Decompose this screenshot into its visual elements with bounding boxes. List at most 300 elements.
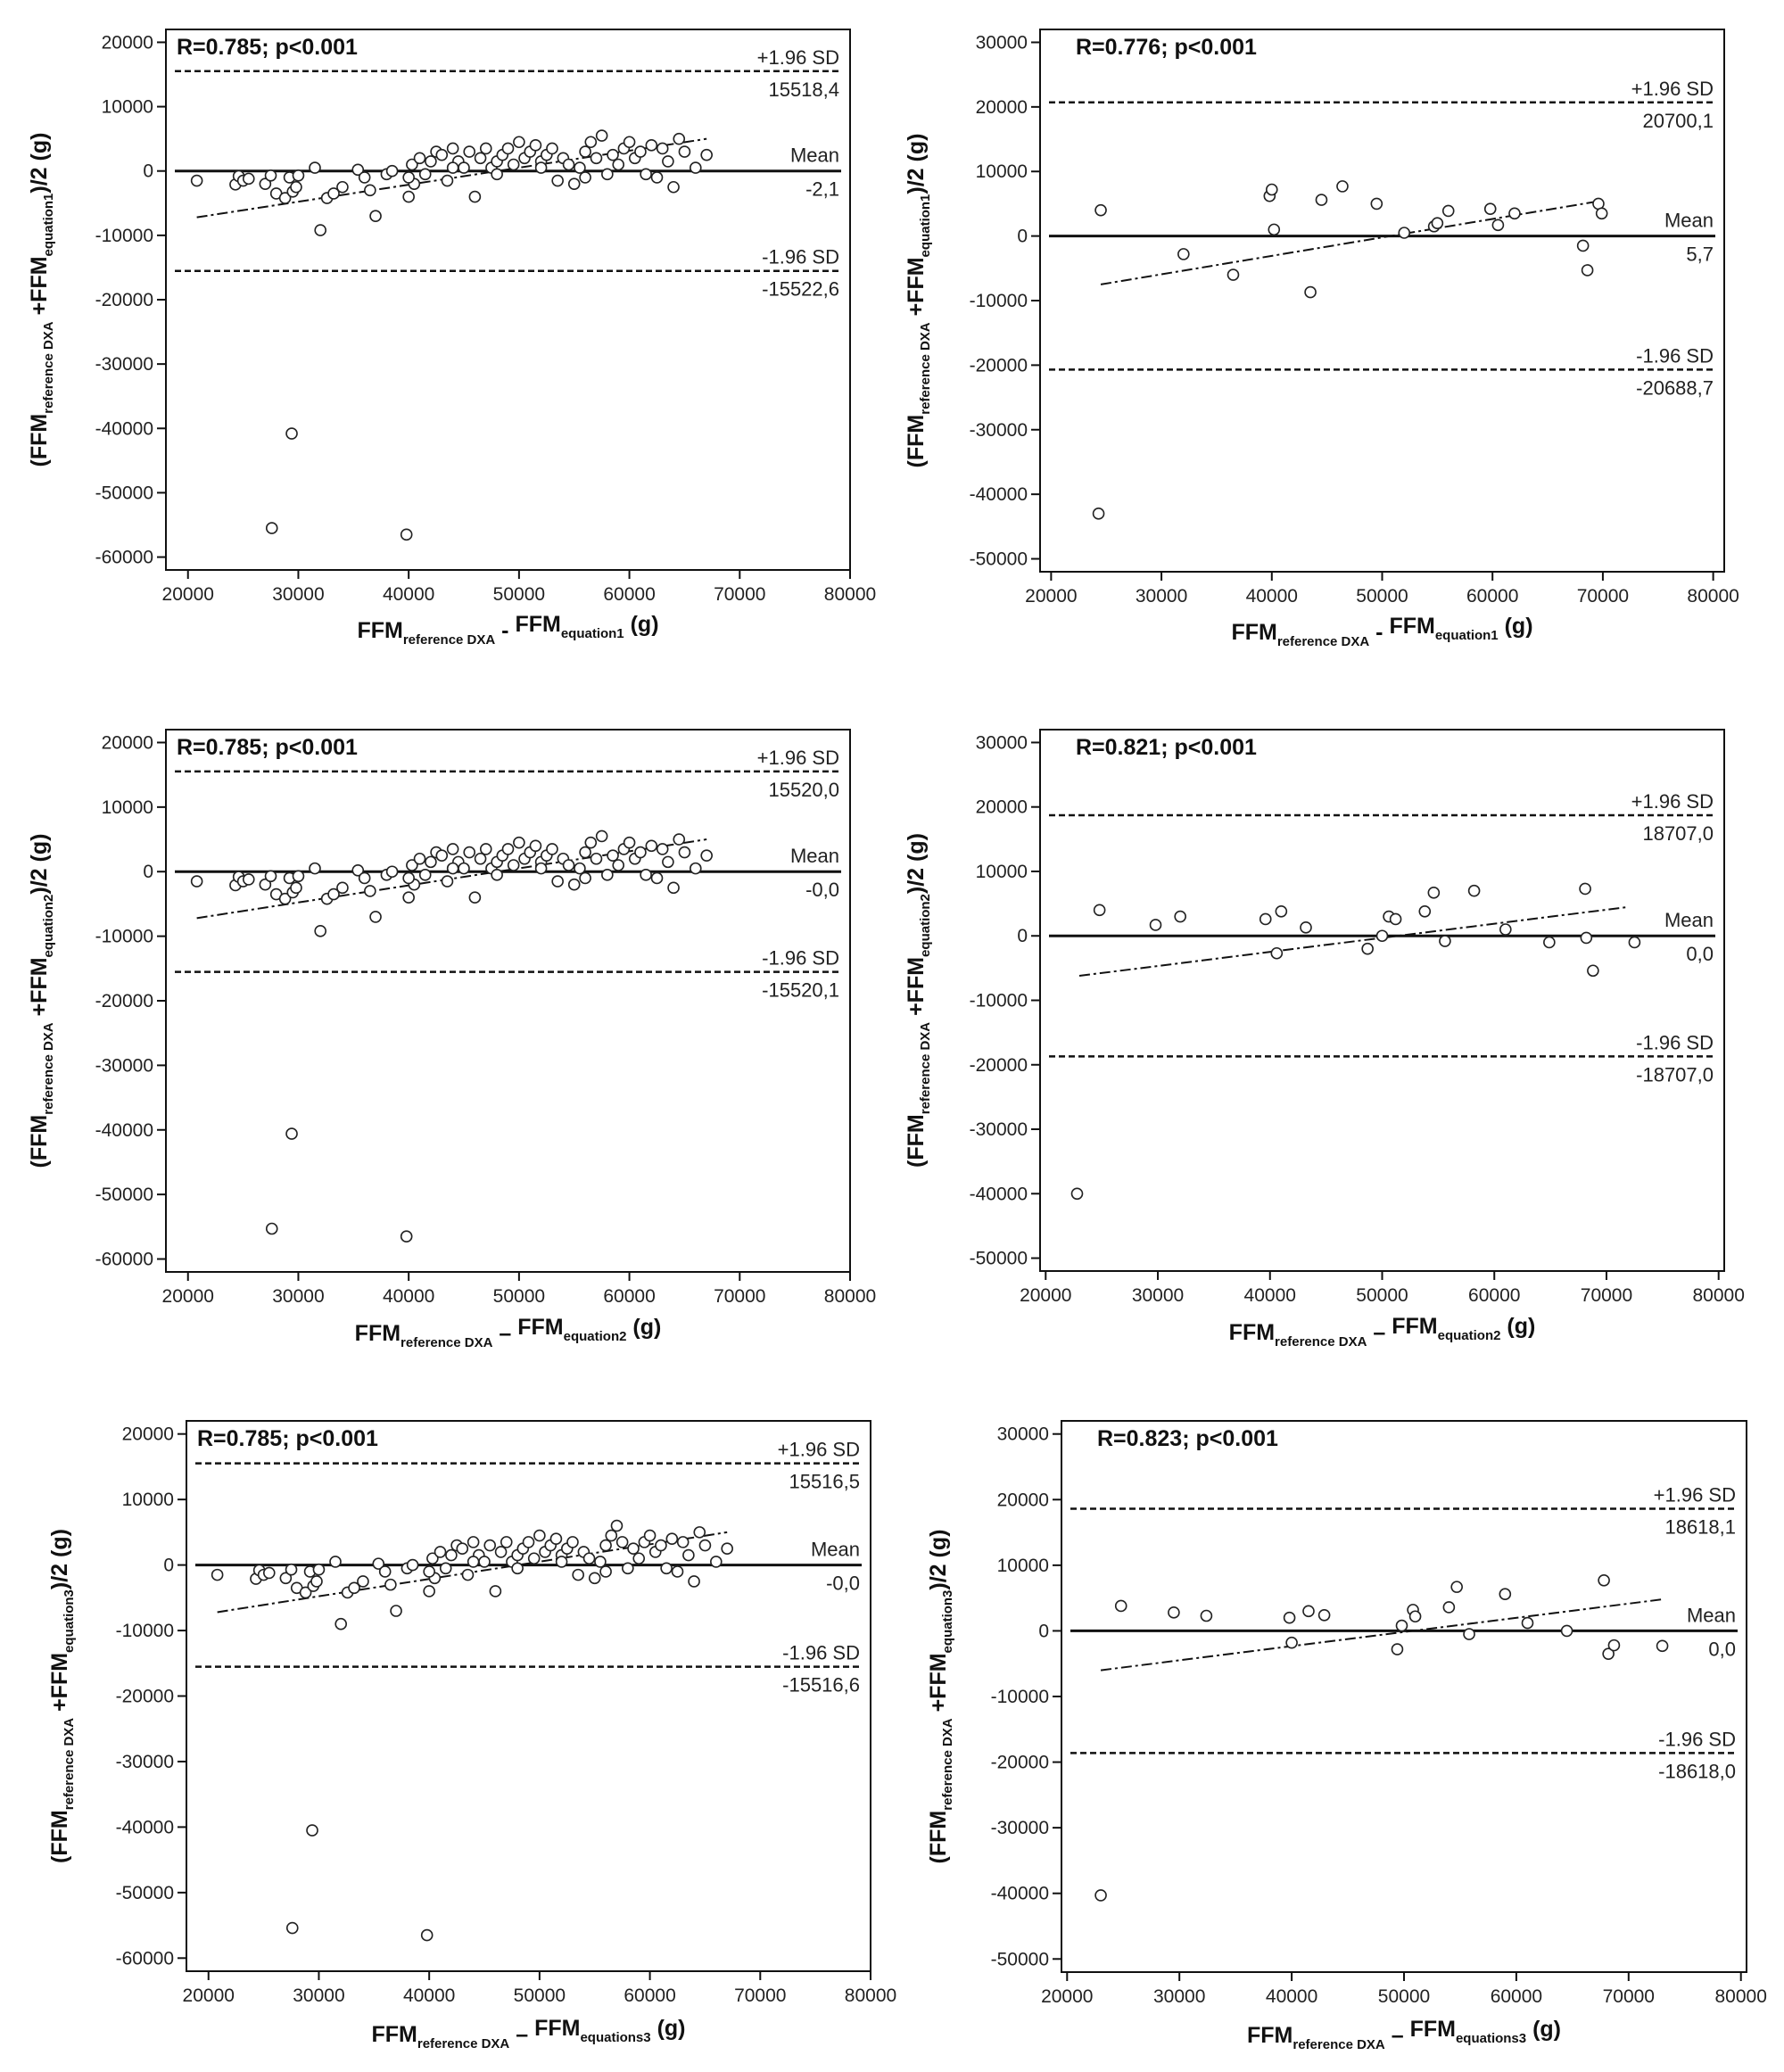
data-point — [711, 1556, 722, 1567]
x-tick-label: 60000 — [603, 1286, 656, 1307]
y-axis-label-part: reference DXA — [918, 1021, 933, 1115]
x-axis-label-part: reference DXA — [1293, 2037, 1385, 2052]
y-tick-label: -40000 — [95, 418, 153, 440]
plot-frame — [1040, 730, 1724, 1271]
y-tick-label: -30000 — [969, 1119, 1028, 1141]
y-tick-label: 20000 — [101, 32, 153, 54]
x-tick-label: 50000 — [1356, 1285, 1408, 1306]
x-axis-label-part: FFM — [1389, 614, 1435, 639]
data-point — [1377, 930, 1388, 941]
data-point — [690, 863, 701, 874]
data-point — [1169, 1607, 1179, 1618]
y-tick-label: -40000 — [969, 484, 1028, 506]
y-axis-label — [926, 1530, 955, 1864]
data-point — [646, 140, 657, 151]
data-point — [266, 871, 277, 881]
y-tick-label: -10000 — [990, 1687, 1049, 1707]
data-point — [1319, 1610, 1330, 1621]
data-point — [425, 156, 436, 167]
correlation-label: R=0.776; p<0.001 — [1076, 35, 1257, 60]
x-tick-label: 50000 — [1377, 1986, 1431, 2007]
data-point — [1201, 1611, 1211, 1622]
mean-value: 0,0 — [1686, 943, 1714, 966]
y-tick-label: 20000 — [975, 797, 1028, 818]
x-tick-label: 40000 — [1265, 1986, 1318, 2007]
y-axis-label-part: reference DXA — [62, 1717, 77, 1811]
lower-limit-value: -15516,6 — [782, 1673, 860, 1696]
y-axis-label-part: )/2 (g) — [27, 833, 52, 895]
data-point — [441, 1563, 451, 1573]
x-axis-label-part: reference DXA — [417, 2036, 510, 2051]
data-point — [420, 870, 431, 880]
data-point — [291, 882, 301, 893]
data-point — [192, 176, 202, 186]
y-axis-label — [904, 134, 933, 468]
x-tick-label: 70000 — [714, 584, 766, 605]
plot-frame — [1040, 29, 1724, 572]
y-axis-label-part: reference DXA — [41, 1022, 56, 1115]
data-point — [1178, 249, 1189, 260]
upper-limit-label: +1.96 SD — [777, 1438, 860, 1461]
y-tick-label: 30000 — [975, 732, 1028, 754]
data-point — [689, 1576, 699, 1587]
x-tick-label: 30000 — [272, 1286, 325, 1307]
y-axis-label-part: reference DXA — [918, 322, 933, 415]
data-point — [267, 1224, 277, 1234]
data-point — [701, 850, 712, 861]
data-point — [574, 162, 585, 173]
data-point — [337, 182, 348, 193]
correlation-label: R=0.785; p<0.001 — [177, 735, 358, 760]
data-point — [264, 1567, 275, 1578]
y-tick-label: -60000 — [95, 1249, 153, 1270]
data-point — [573, 1570, 583, 1581]
data-point — [529, 1553, 540, 1564]
y-axis-label-part: +FFM — [47, 1652, 72, 1718]
x-tick-label: 40000 — [402, 1985, 456, 2006]
data-point — [600, 1566, 611, 1577]
y-axis-label-part: equation3 — [940, 1589, 955, 1654]
x-axis-label-part: equation1 — [560, 626, 624, 641]
data-point — [464, 847, 475, 858]
data-point — [1095, 205, 1106, 216]
data-point — [1284, 1613, 1295, 1623]
data-point — [607, 150, 618, 161]
x-axis-label-part: - — [1369, 620, 1390, 645]
x-tick-label: 80000 — [823, 584, 877, 605]
data-point — [701, 150, 712, 161]
data-point — [422, 1930, 433, 1941]
data-point — [462, 1570, 473, 1581]
data-point — [683, 1550, 694, 1561]
data-point — [1544, 937, 1555, 947]
data-point — [1392, 1644, 1402, 1655]
y-tick-label: 0 — [143, 862, 153, 883]
x-axis-label-part: FFM — [534, 2016, 581, 2041]
x-tick-label: 80000 — [1687, 586, 1739, 607]
data-point — [1151, 920, 1161, 930]
data-point — [600, 1540, 611, 1551]
y-tick-label: -50000 — [990, 1949, 1049, 1970]
data-point — [387, 866, 398, 877]
y-tick-label: -40000 — [95, 1119, 153, 1141]
data-point — [585, 838, 596, 848]
data-point — [310, 162, 320, 173]
y-axis-label-part: )/2 (g) — [926, 1529, 951, 1590]
data-point — [436, 150, 447, 161]
x-axis-label — [1229, 1314, 1536, 1350]
data-point — [448, 844, 458, 854]
x-tick-label: 50000 — [492, 584, 546, 605]
y-tick-label: -50000 — [95, 1185, 153, 1206]
y-axis-label-part: +FFM — [27, 256, 52, 322]
data-point — [1500, 924, 1511, 935]
data-point — [458, 162, 469, 173]
x-axis-label-part: FFM — [371, 2022, 417, 2047]
x-tick-label: 40000 — [1243, 1285, 1296, 1306]
data-point — [457, 1543, 467, 1554]
upper-limit-value: 15516,5 — [789, 1470, 860, 1493]
x-axis-label-part: (g) — [650, 2016, 686, 2041]
mean-value: -0,0 — [826, 1572, 860, 1595]
x-axis-label-part: (g) — [1526, 2017, 1561, 2042]
data-point — [569, 879, 580, 890]
data-point — [1597, 208, 1607, 219]
data-point — [415, 854, 425, 864]
lower-limit-value: -15520,1 — [762, 978, 839, 1002]
data-point — [673, 134, 684, 144]
x-tick-label: 20000 — [161, 584, 214, 605]
data-point — [663, 856, 673, 867]
data-point — [580, 872, 591, 883]
mean-value: -0,0 — [805, 879, 839, 902]
x-axis-label-part: FFM — [517, 1315, 564, 1340]
y-axis-label — [47, 1529, 77, 1863]
y-tick-label: 0 — [143, 161, 153, 182]
data-point — [679, 847, 690, 858]
data-point — [678, 1537, 689, 1548]
data-point — [475, 153, 486, 163]
x-tick-label: 70000 — [714, 1286, 766, 1307]
data-point — [694, 1527, 705, 1538]
y-axis-label — [27, 834, 56, 1168]
plot-frame — [1061, 1421, 1747, 1972]
data-point — [286, 1564, 297, 1575]
data-point — [1071, 1188, 1082, 1199]
data-point — [668, 882, 679, 893]
data-point — [1582, 265, 1593, 276]
data-point — [1116, 1600, 1127, 1611]
data-point — [606, 1531, 616, 1541]
x-axis-label-part: (g) — [626, 1315, 662, 1340]
y-tick-label: -10000 — [969, 990, 1028, 1011]
y-axis-label-part: equation1 — [41, 193, 56, 257]
x-tick-label: 30000 — [1135, 586, 1188, 607]
data-point — [1440, 936, 1450, 946]
data-point — [370, 912, 381, 922]
x-tick-label: 70000 — [1602, 1986, 1656, 2007]
data-point — [448, 143, 458, 153]
data-point — [668, 182, 679, 193]
data-point — [475, 854, 486, 864]
data-point — [597, 830, 607, 841]
mean-value: 5,7 — [1686, 243, 1714, 266]
data-point — [646, 840, 657, 851]
data-point — [584, 1553, 595, 1564]
data-point — [564, 160, 574, 170]
data-point — [530, 140, 541, 151]
data-point — [640, 870, 651, 880]
data-point — [448, 863, 458, 874]
x-axis-label-part: – — [1367, 1320, 1392, 1345]
data-point — [1443, 205, 1454, 216]
y-tick-label: -10000 — [95, 225, 153, 246]
data-point — [602, 870, 613, 880]
data-point — [1175, 912, 1185, 922]
data-point — [1522, 1618, 1532, 1629]
data-point — [403, 172, 414, 183]
data-point — [1629, 937, 1639, 947]
lower-limit-value: -18707,0 — [1636, 1063, 1714, 1086]
y-axis-label-part: (FFM — [904, 1114, 929, 1168]
y-axis-label-part: (FFM — [926, 1810, 951, 1864]
data-point — [552, 876, 563, 887]
x-tick-label: 30000 — [272, 584, 325, 605]
data-point — [293, 170, 303, 181]
x-axis-label-part: FFM — [1247, 2023, 1293, 2048]
y-axis-label-part: +FFM — [27, 957, 52, 1023]
upper-limit-label: +1.96 SD — [756, 45, 839, 69]
x-tick-label: 70000 — [1580, 1285, 1633, 1306]
y-tick-label: -60000 — [95, 547, 153, 568]
data-point — [403, 872, 414, 883]
data-point — [557, 1556, 567, 1567]
data-point — [547, 143, 558, 153]
y-axis-label-part: reference DXA — [940, 1718, 955, 1811]
correlation-label: R=0.823; p<0.001 — [1097, 1426, 1278, 1451]
data-point — [244, 874, 254, 885]
data-point — [365, 886, 376, 896]
data-point — [1580, 883, 1590, 894]
x-axis-label-part: – — [1384, 2023, 1410, 2048]
y-axis-label-part: (FFM — [47, 1810, 72, 1863]
lower-limit-value: -20688,7 — [1636, 376, 1714, 400]
data-point — [508, 160, 519, 170]
data-point — [1268, 224, 1279, 235]
x-axis-label-part: FFM — [1231, 620, 1277, 645]
x-tick-label: 30000 — [293, 1985, 345, 2006]
upper-limit-value: 15518,4 — [768, 78, 839, 101]
x-axis-label-part: FFM — [354, 1321, 401, 1346]
x-tick-label: 30000 — [1131, 1285, 1185, 1306]
data-point — [337, 882, 348, 893]
data-point — [567, 1537, 578, 1548]
data-point — [574, 863, 585, 874]
data-point — [657, 844, 668, 854]
x-tick-label: 60000 — [1468, 1285, 1521, 1306]
y-tick-label: 20000 — [975, 96, 1028, 118]
data-point — [652, 172, 663, 183]
y-tick-label: -10000 — [969, 291, 1028, 311]
panel-1 — [27, 29, 876, 648]
data-point — [580, 146, 591, 157]
data-point — [514, 136, 524, 147]
data-point — [287, 1923, 298, 1934]
y-tick-label: 10000 — [975, 161, 1028, 183]
x-tick-label: 20000 — [182, 1985, 235, 2006]
data-point — [266, 170, 277, 181]
data-point — [436, 850, 447, 861]
x-tick-label: 80000 — [844, 1985, 897, 2006]
data-point — [1581, 932, 1591, 943]
x-tick-label: 70000 — [734, 1985, 787, 2006]
data-point — [335, 1619, 346, 1630]
lower-limit-label: -1.96 SD — [762, 946, 839, 970]
data-point — [446, 1550, 457, 1561]
y-tick-label: -50000 — [115, 1882, 174, 1903]
x-axis-label-part: FFM — [1392, 1314, 1438, 1339]
x-axis-label — [357, 612, 658, 648]
y-tick-label: -40000 — [990, 1883, 1049, 1904]
y-axis-label-part: (FFM — [27, 1114, 52, 1168]
data-point — [415, 153, 425, 163]
x-axis-label-part: reference DXA — [401, 1335, 493, 1350]
lower-limit-value: -15522,6 — [762, 277, 839, 301]
data-point — [1410, 1611, 1421, 1622]
data-point — [580, 847, 591, 858]
upper-limit-label: +1.96 SD — [756, 746, 839, 769]
data-point — [666, 1533, 677, 1544]
data-point — [635, 847, 646, 858]
data-point — [652, 872, 663, 883]
data-point — [330, 1556, 341, 1567]
data-point — [624, 838, 635, 848]
data-point — [403, 192, 414, 202]
x-tick-label: 40000 — [1245, 586, 1298, 607]
correlation-label: R=0.785; p<0.001 — [177, 35, 358, 60]
lower-limit-label: -1.96 SD — [1636, 1031, 1714, 1054]
data-point — [408, 1560, 418, 1571]
data-point — [293, 871, 303, 881]
y-axis-label-part: +FFM — [904, 257, 929, 323]
data-point — [435, 1547, 446, 1557]
data-point — [1094, 508, 1104, 519]
trend-line — [1101, 201, 1603, 285]
x-axis-label — [1231, 614, 1532, 649]
data-point — [564, 860, 574, 871]
data-point — [307, 1825, 318, 1836]
data-point — [1337, 181, 1348, 192]
x-tick-label: 20000 — [1025, 586, 1078, 607]
data-point — [633, 1553, 644, 1564]
x-tick-label: 60000 — [1490, 1986, 1543, 2007]
data-point — [597, 130, 607, 141]
data-point — [628, 1543, 639, 1554]
mean-value: 0,0 — [1708, 1638, 1736, 1661]
y-axis-label-part: )/2 (g) — [47, 1529, 72, 1590]
data-point — [635, 146, 646, 157]
y-tick-label: -50000 — [969, 1248, 1028, 1269]
x-axis-label-part: – — [509, 2022, 535, 2047]
y-tick-label: 0 — [1017, 926, 1028, 947]
data-point — [1428, 887, 1439, 898]
data-point — [611, 1521, 622, 1531]
y-tick-label: -50000 — [95, 483, 153, 504]
x-axis-label — [372, 2016, 686, 2051]
data-point — [590, 1573, 600, 1583]
y-tick-label: 30000 — [996, 1424, 1049, 1445]
y-axis-label-part: (FFM — [27, 413, 52, 467]
y-tick-label: -30000 — [969, 419, 1028, 441]
data-point — [512, 1563, 523, 1573]
y-tick-label: -20000 — [95, 290, 153, 310]
y-axis-label-part: )/2 (g) — [904, 133, 929, 194]
data-point — [722, 1543, 732, 1554]
data-point — [569, 178, 580, 189]
panel-2 — [904, 29, 1739, 649]
y-tick-label: 30000 — [975, 32, 1028, 54]
x-axis-label-part: FFM — [515, 612, 561, 637]
x-axis-label-part: reference DXA — [1275, 1334, 1367, 1350]
data-point — [534, 1531, 545, 1541]
data-point — [1305, 287, 1316, 298]
data-point — [403, 892, 414, 903]
data-point — [491, 169, 502, 179]
x-axis-label-part: FFM — [1228, 1320, 1276, 1345]
upper-limit-value: 18707,0 — [1642, 822, 1714, 846]
x-tick-label: 40000 — [382, 584, 435, 605]
data-point — [1316, 194, 1326, 205]
data-point — [267, 523, 277, 533]
data-point — [1578, 240, 1589, 251]
x-tick-label: 60000 — [624, 1985, 676, 2006]
mean-label: Mean — [1686, 1604, 1736, 1627]
upper-limit-label: +1.96 SD — [1653, 1483, 1736, 1507]
data-point — [315, 225, 326, 235]
y-tick-label: -10000 — [115, 1621, 174, 1642]
data-point — [591, 854, 601, 864]
data-point — [679, 146, 690, 157]
data-point — [580, 172, 591, 183]
y-tick-label: -20000 — [990, 1752, 1049, 1773]
x-tick-label: 50000 — [1356, 586, 1408, 607]
data-point — [1391, 913, 1401, 924]
x-tick-label: 50000 — [513, 1985, 566, 2006]
data-point — [192, 876, 202, 887]
data-point — [484, 1540, 495, 1551]
data-point — [657, 143, 668, 153]
x-axis-label-part: reference DXA — [1276, 634, 1370, 649]
y-tick-label: -30000 — [95, 354, 153, 376]
panel-6 — [926, 1421, 1767, 2052]
data-point — [401, 529, 412, 540]
x-axis-label-part: (g) — [1500, 1314, 1536, 1339]
data-point — [315, 926, 326, 937]
data-point — [1227, 269, 1238, 280]
y-tick-label: -20000 — [969, 1054, 1028, 1076]
data-point — [311, 1576, 322, 1587]
data-point — [385, 1580, 396, 1590]
data-point — [699, 1540, 710, 1551]
data-point — [291, 182, 301, 193]
data-point — [1303, 1606, 1314, 1616]
y-axis-label-part: equation3 — [62, 1589, 77, 1653]
mean-label: Mean — [1664, 209, 1714, 232]
y-tick-label: 10000 — [996, 1555, 1049, 1576]
y-axis-label-part: +FFM — [904, 956, 929, 1022]
data-point — [617, 1537, 628, 1548]
data-point — [286, 428, 297, 439]
